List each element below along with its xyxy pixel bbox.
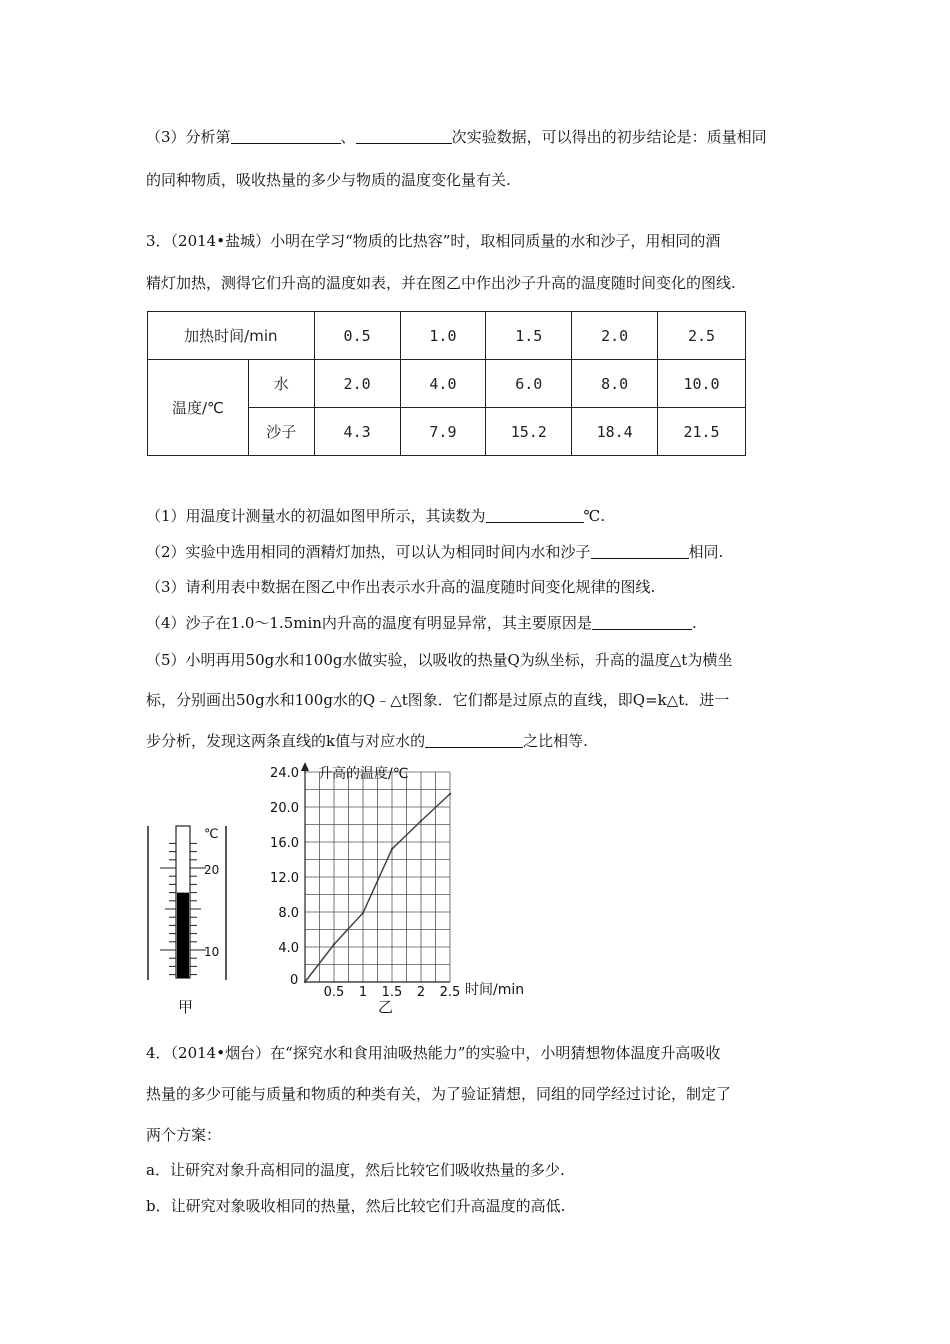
data-point <box>333 943 335 945</box>
text: （1）用温度计测量水的初温如图甲所示，其读数为 <box>146 507 486 525</box>
table-cell: 2.0 <box>314 360 400 408</box>
q4-line3: 两个方案： <box>146 1126 222 1144</box>
text: ℃. <box>583 507 606 525</box>
data-point <box>304 981 306 983</box>
y-axis-label: 升高的温度/℃ <box>318 766 409 782</box>
answer-blank[interactable] <box>591 543 689 559</box>
x-tick-label: 1.5 <box>381 985 403 1000</box>
answer-blank[interactable] <box>486 507 584 523</box>
y-tick-label: 20.0 <box>270 801 299 816</box>
temperature-chart <box>250 760 550 1030</box>
q3-sub1 <box>146 506 806 526</box>
answer-blank[interactable] <box>592 614 692 630</box>
table-row-time <box>148 312 746 360</box>
data-point <box>362 912 364 914</box>
text: （4）沙子在1.0～1.5min内升高的温度有明显异常，其主要原因是 <box>146 614 592 632</box>
table-cell: 8.0 <box>572 360 658 408</box>
text: . <box>691 614 697 632</box>
thermometer-tick-label-10: 10 <box>204 945 220 959</box>
table-row-water <box>148 360 746 408</box>
table-cell: 18.4 <box>572 408 658 456</box>
q3-line1: 3．（2014•盐城）小明在学习“物质的比热容”时，取相同质量的水和沙子，用相同的酒 <box>146 232 721 250</box>
figure-caption-yi: 乙 <box>378 998 394 1016</box>
q2-part3-line1 <box>146 127 806 147</box>
x-axis-label: 时间/min <box>465 982 525 998</box>
y-tick-label: 4.0 <box>278 941 299 956</box>
temp-header: 温度/℃ <box>148 360 249 456</box>
table-cell: 4.0 <box>400 360 486 408</box>
y-tick-label: 24.0 <box>270 766 299 781</box>
text: （3）分析第 <box>146 128 231 146</box>
thermometer-unit: ℃ <box>204 827 219 842</box>
text: 之比相等. <box>523 732 588 750</box>
x-tick-label: 0.5 <box>323 985 345 1000</box>
table-cell: 4.3 <box>314 408 400 456</box>
text: 相同. <box>688 543 724 561</box>
q4-line2: 热量的多少可能与质量和物质的种类有关，为了验证猜想，同组的同学经过讨论，制定了 <box>146 1085 732 1103</box>
q3-line2: 精灯加热，测得它们升高的温度如表，并在图乙中作出沙子升高的温度随时间变化的图线. <box>146 274 736 292</box>
thermometer-tick-label-20: 20 <box>204 863 220 877</box>
data-point <box>391 848 393 850</box>
table-cell: 10.0 <box>658 360 746 408</box>
table-cell: 2.5 <box>658 312 746 360</box>
q2-part3-line2: 的同种物质，吸收热量的多少与物质的温度变化量有关. <box>146 171 511 189</box>
figure-caption-jia: 甲 <box>178 998 194 1016</box>
answer-blank[interactable] <box>231 128 341 144</box>
x-tick-label: 1 <box>358 985 368 1000</box>
text: （2）实验中选用相同的酒精灯加热，可以认为相同时间内水和沙子 <box>146 543 591 561</box>
q3-sub5-line3 <box>146 731 806 751</box>
table-cell: 15.2 <box>486 408 572 456</box>
y-tick-label: 12.0 <box>270 871 299 886</box>
q3-sub3: （3）请利用表中数据在图乙中作出表示水升高的温度随时间变化规律的图线. <box>146 578 656 596</box>
answer-blank[interactable] <box>425 732 523 748</box>
y-tick-label: 16.0 <box>270 836 299 851</box>
x-tick-label: 2 <box>416 985 426 1000</box>
time-header: 加热时间/min <box>148 312 315 360</box>
table-cell: 0.5 <box>314 312 400 360</box>
table-cell: 7.9 <box>400 408 486 456</box>
thermometer-figure <box>140 820 240 990</box>
q4-option-a: a．让研究对象升高相同的温度，然后比较它们吸收热量的多少. <box>146 1161 565 1179</box>
q3-sub2 <box>146 542 806 562</box>
row-label-water: 水 <box>248 360 314 408</box>
data-point <box>449 793 451 795</box>
table-cell: 6.0 <box>486 360 572 408</box>
text: 次实验数据，可以得出的初步结论是：质量相同 <box>451 128 767 146</box>
y-tick-labels <box>270 766 299 956</box>
table-cell: 1.5 <box>486 312 572 360</box>
q3-sub5-line1: （5）小明再用50g水和100g水做实验，以吸收的热量Q为纵坐标，升高的温度△t为横坐 <box>146 651 733 669</box>
y-axis-arrow-icon <box>301 762 309 771</box>
q3-sub4 <box>146 613 806 633</box>
q4-option-b: b．让研究对象吸收相同的热量，然后比较它们升高温度的高低. <box>146 1197 566 1215</box>
x-tick-label: 2.5 <box>439 985 461 1000</box>
data-table <box>147 311 746 456</box>
table-cell: 1.0 <box>400 312 486 360</box>
chart-grid <box>305 772 450 982</box>
answer-blank[interactable] <box>356 128 452 144</box>
y-tick-label: 8.0 <box>278 906 299 921</box>
text: 步分析，发现这两条直线的k值与对应水的 <box>146 732 426 750</box>
data-point <box>420 820 422 822</box>
origin-label: 0 <box>290 973 299 988</box>
q4-line1: 4．（2014•烟台）在“探究水和食用油吸热能力”的实验中，小明猜想物体温度升高吸收 <box>146 1044 721 1062</box>
text: 、 <box>340 128 356 146</box>
thermometer-liquid <box>177 893 189 978</box>
table-cell: 21.5 <box>658 408 746 456</box>
q3-sub5-line2: 标，分别画出50g水和100g水的Q﹣△t图象．它们都是过原点的直线，即Q=k△t．进一 <box>146 691 730 709</box>
table-cell: 2.0 <box>572 312 658 360</box>
row-label-sand: 沙子 <box>248 408 314 456</box>
